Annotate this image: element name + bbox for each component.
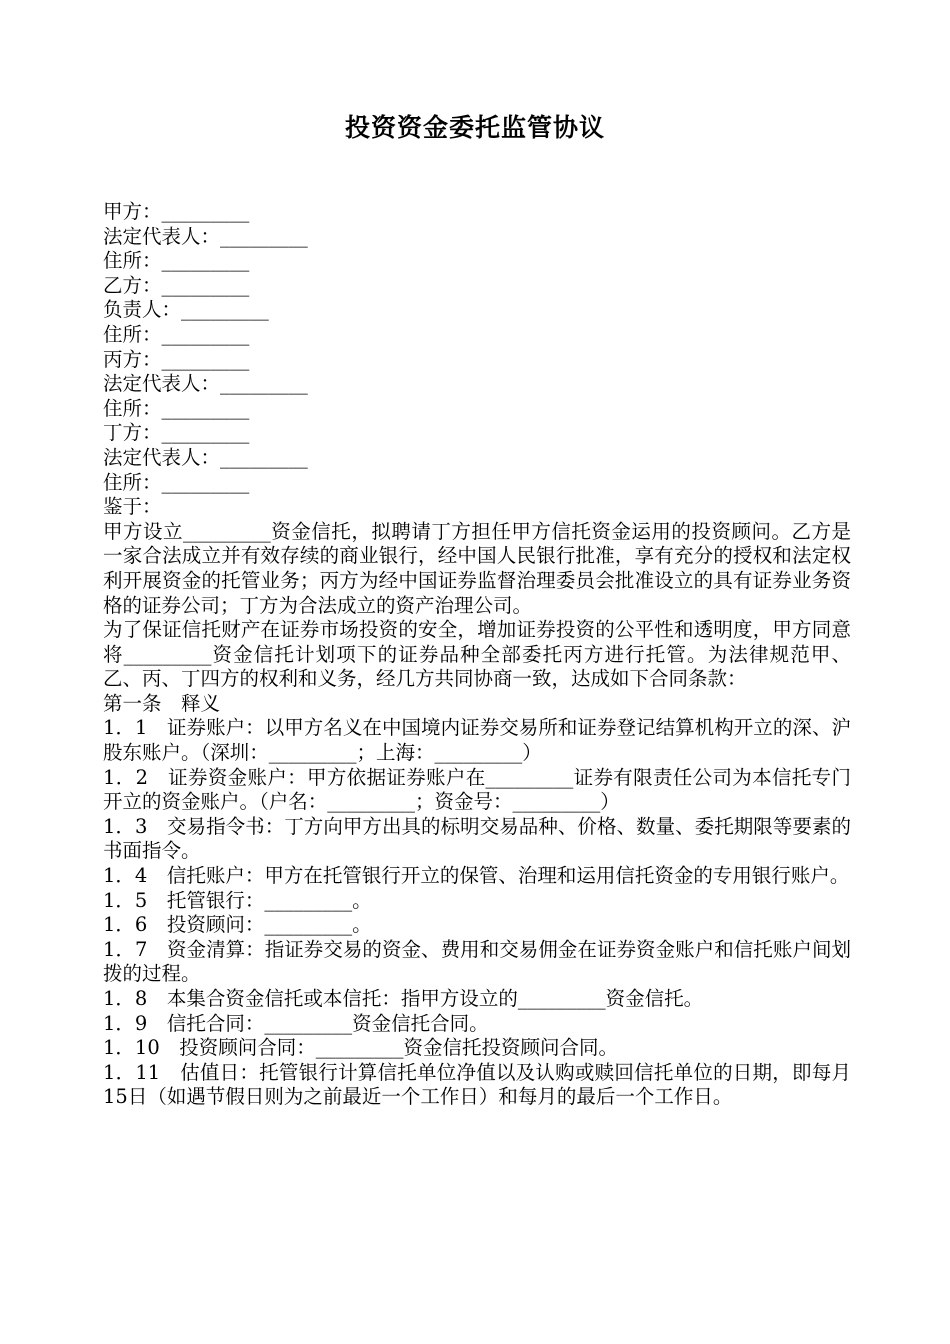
- document-body: [103, 200, 851, 1110]
- party-line-ding-representative: 法定代表人：_________: [103, 445, 308, 469]
- definitions-list: [103, 716, 851, 1110]
- clause-1-5: 1．5 托管银行：_________。: [103, 888, 372, 912]
- article-heading: 第一条 释义: [103, 691, 221, 715]
- clause-1-10: 1．10 投资顾问合同：_________资金信托投资顾问合同。: [103, 1036, 618, 1060]
- clause-1-1: 1．1 证券账户：以甲方名义在中国境内证券交易所和证券登记结算机构开立的深、沪股东账户。（深圳：_________；上海：_________）: [103, 716, 851, 765]
- party-line-bing: 丙方：_________: [103, 347, 250, 371]
- party-line-ding-address: 住所：_________: [103, 470, 250, 494]
- clause-1-8: 1．8 本集合资金信托或本信托：指甲方设立的_________资金信托。: [103, 987, 704, 1010]
- clause-1-9: 1．9 信托合同：_________资金信托合同。: [103, 1011, 489, 1035]
- party-line-jia-address: 住所：_________: [103, 249, 250, 273]
- party-line-jia: 甲方：_________: [103, 200, 250, 223]
- recital-paragraph: 甲方设立_________资金信托，拟聘请丁方担任甲方信托资金运用的投资顾问。乙方是一家合法成立并有效存续的商业银行，经中国人民银行批准，享有充分的授权和法定权利开展资金的托管业务；丙方为经中国证券监督治理委员会批准设立的具有证券业务资格的证券公司；丁方为合法成立的资产治理公司。: [103, 519, 851, 617]
- party-line-jia-representative: 法定代表人：_________: [103, 224, 308, 248]
- clause-1-6: 1．6 投资顾问：_________。: [103, 913, 372, 937]
- clause-1-2: 1．2 证券资金账户：甲方依据证券账户在_________证券有限责任公司为本信托专门开立的资金账户。（户名：_________；资金号：_________）: [103, 765, 851, 814]
- whereas-heading: 鉴于：: [103, 495, 162, 519]
- recital-paragraph: 为了保证信托财产在证券市场投资的安全，增加证券投资的公平性和透明度，甲方同意将_________资金信托计划项下的证券品种全部委托丙方进行托管。为法律规范甲、乙、丙、丁四方的权利和义务，经几方共同协商一致，达成如下合同条款：: [103, 618, 851, 691]
- party-line-bing-address: 住所：_________: [103, 396, 250, 420]
- party-line-yi-address: 住所：_________: [103, 322, 250, 346]
- clause-1-3: 1．3 交易指令书：丁方向甲方出具的标明交易品种、价格、数量、委托期限等要素的书面指令。: [103, 814, 851, 863]
- clause-1-7: 1．7 资金清算：指证券交易的资金、费用和交易佣金在证券资金账户和信托账户间划拨的过程。: [103, 937, 851, 986]
- party-line-yi-principal: 负责人：_________: [103, 298, 269, 322]
- clause-1-4: 1．4 信托账户：甲方在托管银行开立的保管、治理和运用信托资金的专用银行账户。: [103, 864, 850, 888]
- party-line-bing-representative: 法定代表人：_________: [103, 372, 308, 396]
- party-line-ding: 丁方：_________: [103, 421, 250, 445]
- clause-1-11: 1．11 估值日：托管银行计算信托单位净值以及认购或赎回信托单位的日期，即每月15日（如遇节假日则为之前最近一个工作日）和每月的最后一个工作日。: [103, 1060, 851, 1109]
- parties-block: [103, 200, 851, 495]
- document-title: 投资资金委托监管协议: [344, 113, 605, 142]
- party-line-yi: 乙方：_________: [103, 273, 250, 297]
